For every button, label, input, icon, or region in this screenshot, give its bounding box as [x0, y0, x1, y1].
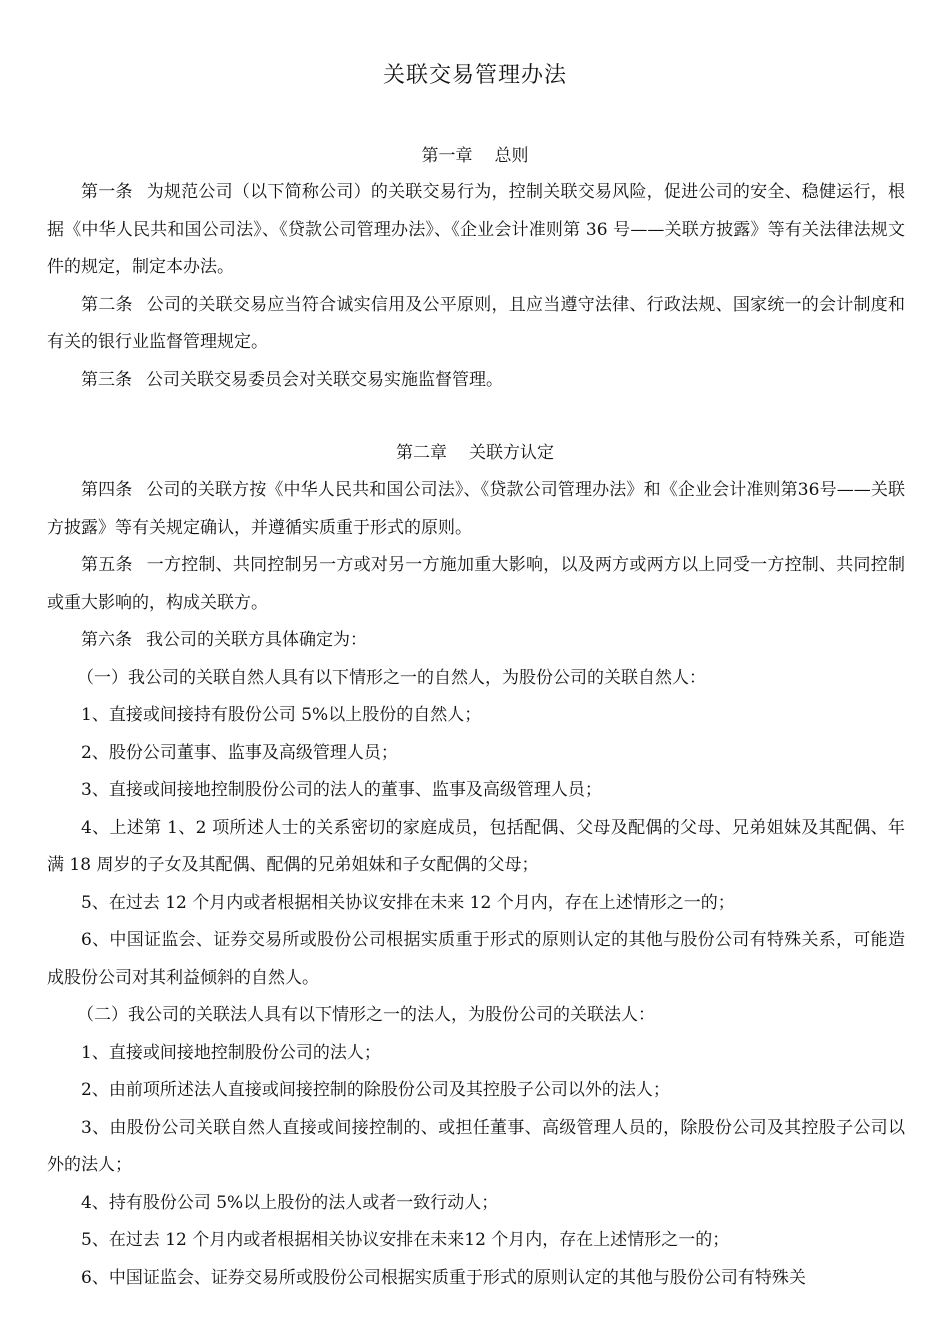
list-item: 5、在过去 12 个月内或者根据相关协议安排在未来 12 个月内，存在上述情形之一的； [81, 892, 735, 913]
article-text: 公司的关联交易应当符合诚实信用及公平原则，且应当遵守法律、行政法规、国家统一的会计制度和有关的银行业监督管理规定。 [47, 294, 905, 352]
article-label: 第二条 [81, 294, 133, 315]
list-item: 1、直接或间接地控制股份公司的法人； [81, 1042, 381, 1063]
list-item: （一）我公司的关联自然人具有以下情形之一的自然人，为股份公司的关联自然人： [77, 667, 706, 688]
article-paragraph [47, 174, 905, 287]
list-item: 3、由股份公司关联自然人直接或间接控制的、或担任董事、高级管理人员的，除股份公司及其控股子公司以外的法人； [47, 1117, 905, 1175]
chapter-body [47, 174, 905, 399]
list-item: 4、上述第 1、2 项所述人士的关系密切的家庭成员，包括配偶、父母及配偶的父母、兄弟姐妹及其配偶、年满 18 周岁的子女及其配偶、配偶的兄弟姐妹和子女配偶的父母； [47, 817, 905, 875]
chapter-name: 关联方认定 [469, 443, 554, 463]
list-item: （二）我公司的关联法人具有以下情形之一的法人，为股份公司的关联法人： [77, 1005, 655, 1025]
article-paragraph [47, 287, 905, 362]
chapter-number: 第一章 [421, 146, 473, 166]
chapter-heading [0, 437, 950, 469]
article-paragraph [47, 622, 905, 660]
article-text: 公司关联交易委员会对关联交易实施监督管理。 [146, 369, 503, 390]
article-paragraph [47, 472, 905, 547]
article-label: 第四条 [81, 480, 133, 500]
article-paragraph [47, 362, 905, 400]
list-item: 4、持有股份公司 5%以上股份的法人或者一致行动人； [81, 1192, 499, 1213]
chapter-name: 总则 [494, 146, 529, 166]
list-item: 6、中国证监会、证券交易所或股份公司根据实质重于形式的原则认定的其他与股份公司有特殊关系，可能造成股份公司对其利益倾斜的自然人。 [47, 930, 905, 988]
article-label: 第六条 [81, 630, 132, 650]
list-item: 1、直接或间接持有股份公司 5%以上股份的自然人； [81, 705, 482, 725]
article-paragraph [47, 547, 905, 622]
article-label: 第三条 [81, 369, 132, 390]
list-item: 2、股份公司董事、监事及高级管理人员； [81, 742, 398, 763]
article-label: 第一条 [81, 182, 133, 202]
list-item: 5、在过去 12 个月内或者根据相关协议安排在未来12 个月内，存在上述情形之一的； [81, 1230, 730, 1250]
list-item: 3、直接或间接地控制股份公司的法人的董事、监事及高级管理人员； [81, 780, 602, 800]
article-text: 我公司的关联方具体确定为： [146, 630, 367, 650]
article-text: 为规范公司（以下简称公司）的关联交易行为，控制关联交易风险，促进公司的安全、稳健运行，根据《中华人民共和国公司法》、《贷款公司管理办法》、《企业会计准则第 36 号——关联方披露》等有关法律法规文件的规定，制定本办法。 [47, 182, 905, 277]
chapter-heading [0, 140, 950, 172]
list-item: 6、中国证监会、证券交易所或股份公司根据实质重于形式的原则认定的其他与股份公司有特殊关 [81, 1267, 806, 1288]
chapter-body [47, 472, 905, 1297]
list-item: 2、由前项所述法人直接或间接控制的除股份公司及其控股子公司以外的法人； [81, 1080, 670, 1100]
document-title: 关联交易管理办法 [382, 63, 567, 88]
article-text: 一方控制、共同控制另一方或对另一方施加重大影响，以及两方或两方以上同受一方控制、共同控制或重大影响的，构成关联方。 [47, 555, 905, 613]
article-label: 第五条 [81, 555, 133, 575]
chapter-number: 第二章 [396, 443, 447, 463]
article-text: 公司的关联方按《中华人民共和国公司法》、《贷款公司管理办法》和《企业会计准则第36号——关联方披露》等有关规定确认，并遵循实质重于形式的原则。 [47, 480, 905, 538]
